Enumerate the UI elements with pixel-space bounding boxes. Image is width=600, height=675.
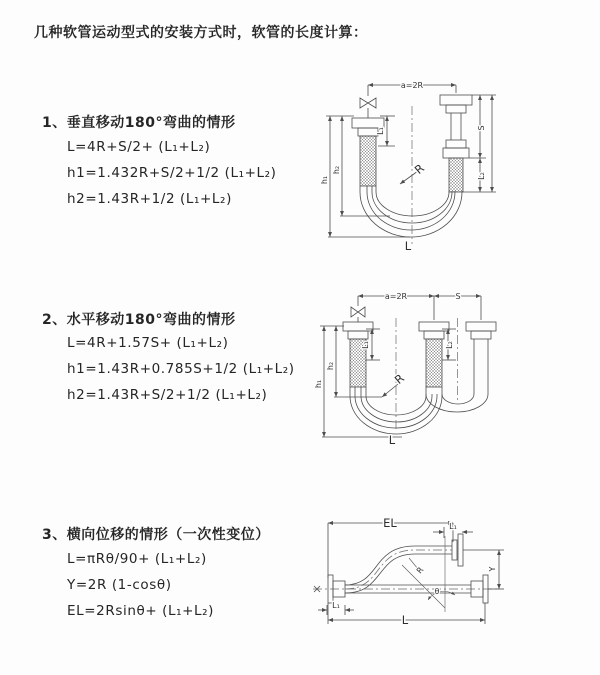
hose-s-curve bbox=[345, 546, 452, 593]
middle-fitting bbox=[419, 322, 449, 387]
right-fitting bbox=[440, 95, 472, 192]
label-a2r: a=2R bbox=[384, 292, 408, 301]
diagram-lateral-displacement bbox=[305, 508, 585, 668]
section-1-formula-h1: h1=1.432R+S/2+1/2 (L₁+L₂) bbox=[67, 165, 277, 181]
label-h2: h₂ bbox=[326, 361, 335, 371]
diagram-vertical-180-bend bbox=[310, 72, 600, 257]
section-1-formula-h2: h2=1.43R+1/2 (L₁+L₂) bbox=[67, 191, 232, 207]
valve-icon bbox=[360, 98, 376, 118]
label-a2r: a=2R bbox=[400, 81, 424, 90]
label-r: R bbox=[391, 371, 407, 387]
label-l: L bbox=[388, 433, 396, 447]
straight-pipe bbox=[313, 575, 497, 603]
diagram-horizontal-180-bend bbox=[310, 284, 600, 454]
label-h1: h₁ bbox=[320, 175, 329, 185]
valve-icon bbox=[351, 307, 365, 322]
section-1-heading: 1、垂直移动180°弯曲的情形 bbox=[42, 115, 236, 131]
section-2-formula-h1: h1=1.43R+0.785S+1/2 (L₁+L₂) bbox=[67, 361, 295, 377]
radius-pointer bbox=[400, 171, 418, 184]
radius-pointer bbox=[382, 384, 398, 397]
section-3-formula-L: L=πRθ/90+ (L₁+L₂) bbox=[67, 551, 207, 567]
section-1-formula-L: L=4R+S/2+ (L₁+L₂) bbox=[67, 139, 211, 155]
section-2-heading: 2、水平移动180°弯曲的情形 bbox=[42, 312, 236, 328]
section-2-formula-L: L=4R+1.57S+ (L₁+L₂) bbox=[67, 335, 229, 351]
label-s: S bbox=[455, 292, 461, 301]
dim-a2r-s bbox=[358, 296, 481, 320]
label-y: Y bbox=[488, 566, 497, 572]
label-h2: h₂ bbox=[332, 165, 341, 175]
label-h1: h₁ bbox=[314, 379, 323, 389]
hose-curves bbox=[360, 186, 462, 237]
left-fitting bbox=[343, 322, 373, 387]
dim-el bbox=[328, 523, 453, 578]
label-l1-bottom: L₁ bbox=[332, 601, 340, 610]
label-l2: L₂ bbox=[445, 341, 454, 349]
label-s: S bbox=[477, 125, 486, 131]
label-l: L bbox=[401, 613, 409, 627]
label-theta: θ bbox=[434, 587, 440, 596]
label-l: L bbox=[404, 239, 412, 253]
label-el: EL bbox=[383, 516, 397, 530]
label-l1: L₁ bbox=[361, 341, 370, 349]
label-l1-top: L₁ bbox=[449, 522, 457, 531]
label-r: R bbox=[414, 565, 426, 576]
label-l2: L₂ bbox=[477, 172, 486, 180]
doc-title: 几种软管运动型式的安装方式时，软管的长度计算： bbox=[34, 25, 368, 41]
label-l1: L₁ bbox=[376, 127, 385, 135]
dim-y bbox=[463, 550, 504, 589]
section-3-formula-EL: EL=2Rsinθ+ (L₁+L₂) bbox=[67, 603, 215, 619]
right-fitting bbox=[466, 322, 496, 339]
section-3-formula-Y: Y=2R (1-cosθ) bbox=[67, 577, 172, 593]
upper-flange bbox=[452, 534, 463, 566]
section-2-formula-h2: h2=1.43R+S/2+1/2 (L₁+L₂) bbox=[67, 387, 268, 403]
angle-theta bbox=[402, 536, 455, 612]
label-r: R bbox=[411, 161, 427, 177]
section-3-heading: 3、横向位移的情形（一次性变位） bbox=[42, 527, 270, 543]
